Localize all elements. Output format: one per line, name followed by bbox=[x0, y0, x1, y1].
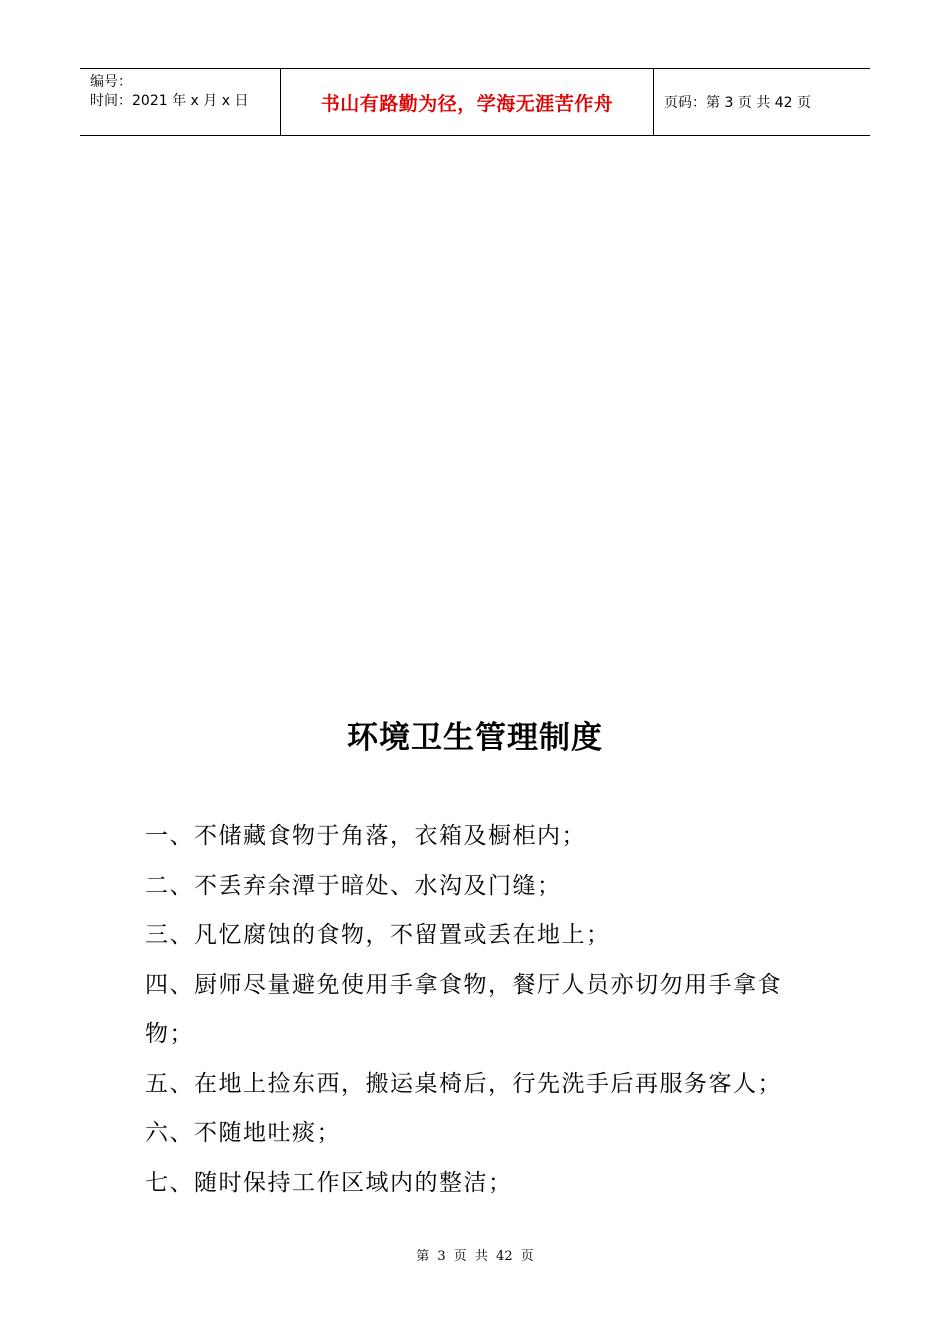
rules-list bbox=[145, 812, 810, 1208]
page-info: 页码：第 3 页 共 42 页 bbox=[664, 95, 811, 111]
rule-item: 五、在地上捡东西，搬运桌椅后，行先洗手后再服务客人； bbox=[145, 1070, 782, 1097]
header-page-cell bbox=[654, 69, 870, 135]
motto-text: 书山有路勤为径，学海无涯苦作舟 bbox=[320, 92, 614, 115]
time-label: 时间：2021 年 x 月 x 日 bbox=[90, 93, 249, 109]
page-header bbox=[80, 68, 870, 136]
document-title: 环境卫生管理制度 bbox=[347, 720, 603, 756]
header-meta-cell bbox=[80, 69, 281, 135]
rule-item: 四、厨师尽量避免使用手拿食物，餐厅人员亦切勿用手拿食物； bbox=[145, 971, 782, 1047]
header-motto-cell bbox=[281, 69, 654, 135]
page-footer: 第 3 页 共 42 页 bbox=[416, 1249, 534, 1264]
rule-item: 三、凡忆腐蚀的食物，不留置或丢在地上； bbox=[145, 922, 611, 948]
rule-item: 七、随时保持工作区域内的整洁； bbox=[145, 1169, 513, 1196]
rule-item: 二、不丢弃余潭于暗处、水沟及门缝； bbox=[145, 872, 562, 899]
number-label: 编号： bbox=[90, 74, 132, 90]
rule-item: 六、不随地吐痰； bbox=[145, 1120, 341, 1146]
rule-item: 一、不储藏食物于角落，衣箱及橱柜内； bbox=[145, 823, 586, 849]
